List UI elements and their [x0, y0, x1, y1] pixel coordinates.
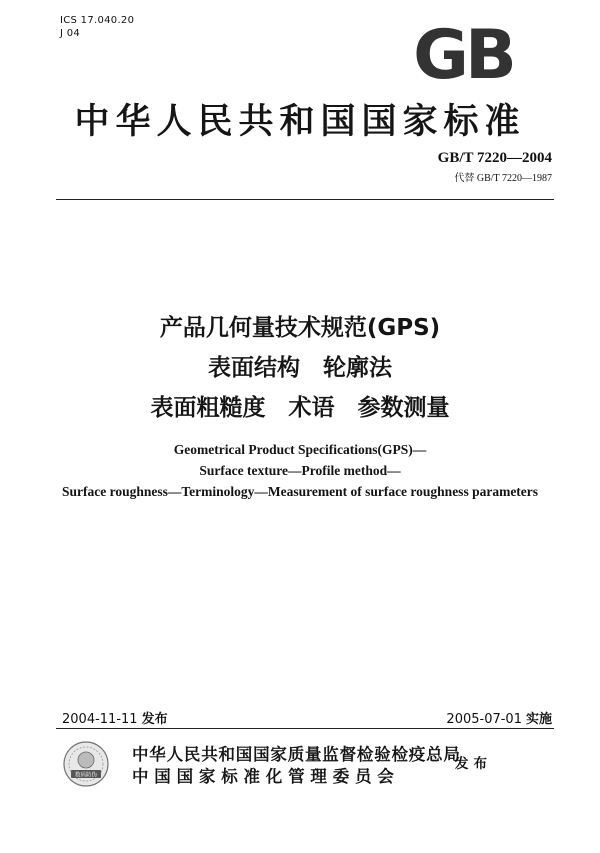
effective-date: 2005-07-01 [446, 712, 522, 727]
issuer-aqsiq: 中华人民共和国国家质量监督检验检疫总局 [132, 745, 461, 764]
cn-title-line2: 表面结构 轮廓法 [208, 355, 392, 381]
issued-date: 2004-11-11 [62, 712, 138, 727]
en-title-line3: Surface roughness—Terminology—Measurement of surface roughness parameters [61, 484, 539, 499]
cn-title-line1: 产品几何量技术规范(GPS) [159, 315, 441, 341]
standard-number-block [438, 150, 552, 184]
issued-label: 发布 [141, 712, 168, 727]
bottom-divider [56, 728, 554, 729]
en-title-line2: Surface texture—Profile method— [199, 463, 401, 478]
seal-text: 数码防伪 [74, 772, 98, 779]
cn-title-line3: 表面粗糙度 术语 参数测量 [150, 395, 450, 421]
effective-label: 实施 [525, 712, 552, 727]
issued-date-block [62, 708, 168, 727]
replaces-standard: 代替 GB/T 7220—1987 [454, 173, 552, 184]
publish-label: 发布 [455, 756, 492, 772]
anti-counterfeit-seal-icon [62, 740, 110, 788]
standard-number: GB/T 7220—2004 [437, 150, 552, 166]
ics-code: ICS 17.040.20 [60, 15, 135, 26]
issuer-sac: 中国国家标准化管理委员会 [132, 767, 400, 786]
gb-logo [404, 20, 522, 84]
gb-logo-text: GB [413, 20, 513, 84]
class-code: J 04 [60, 28, 81, 39]
classification-codes [60, 14, 134, 40]
top-divider [56, 199, 554, 200]
en-title-line1: Geometrical Product Specifications(GPS)— [173, 442, 427, 457]
effective-date-block [446, 708, 552, 727]
national-standard-title: 中华人民共和国国家标准 [74, 101, 526, 142]
